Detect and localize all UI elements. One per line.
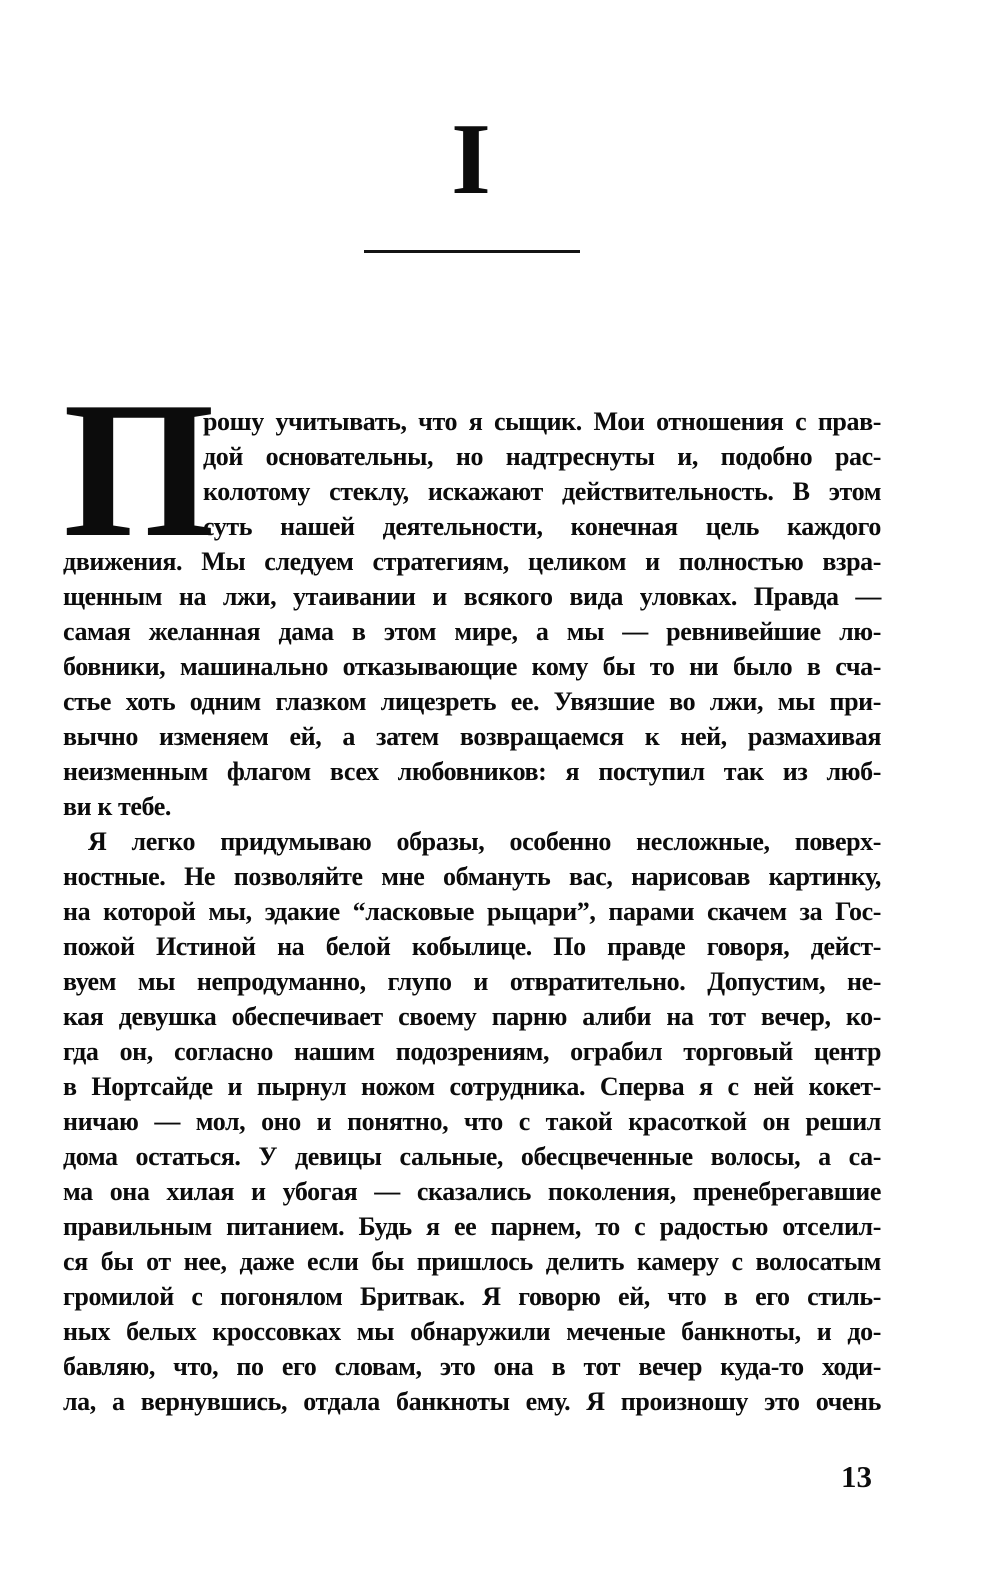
paragraph-1 xyxy=(63,362,881,824)
text-line: Я легко придумываю образы, особенно несложные, поверх- xyxy=(88,827,881,856)
chapter-heading xyxy=(63,103,881,253)
text-line: вычно изменяем ей, а затем возвращаемся к ней, размахивая xyxy=(63,722,881,751)
text-line: колотому стеклу, искажают действительность. В этом xyxy=(203,477,881,506)
chapter-number: I xyxy=(451,103,493,216)
drop-cap: П xyxy=(63,362,215,578)
chapter-divider-rule xyxy=(364,250,580,253)
paragraph-2 xyxy=(63,824,881,1419)
text-line: суть нашей деятельности, конечная цель каждого xyxy=(203,512,881,541)
body-text xyxy=(63,362,881,1419)
text-line: кая девушка обеспечивает своему парню алиби на тот вечер, ко- xyxy=(63,1002,881,1031)
text-line: движения. Мы следуем стратегиям, целиком и полностью взра- xyxy=(63,547,881,576)
text-line: бовники, машинально отказывающие кому бы то ни было в сча- xyxy=(63,652,881,681)
text-line: ви к тебе. xyxy=(63,792,172,821)
text-line: ла, а вернувшись, отдала банкноты ему. Я произношу это очень xyxy=(63,1387,881,1416)
page-number: 13 xyxy=(841,1459,872,1494)
text-line: неизменным флагом всех любовников: я поступил так из люб- xyxy=(63,757,881,786)
text-line: вуем мы непродуманно, глупо и отвратительно. Допустим, не- xyxy=(63,967,881,996)
text-line: громилой с погонялом Бритвак. Я говорю ей, что в его стиль- xyxy=(63,1282,881,1311)
text-line: бавляю, что, по его словам, это она в тот вечер куда-то ходи- xyxy=(63,1352,881,1381)
text-line: ных белых кроссовках мы обнаружили меченые банкноты, и до- xyxy=(63,1317,881,1346)
text-line: дой основательны, но надтреснуты и, подобно рас- xyxy=(203,442,881,471)
text-line: на которой мы, эдакие “ласковые рыцари”, парами скачем за Гос- xyxy=(63,897,881,926)
text-line: самая желанная дама в этом мире, а мы — ревнивейшие лю- xyxy=(63,617,881,646)
text-line: гда он, согласно нашим подозрениям, ограбил торговый центр xyxy=(63,1037,881,1066)
text-line: дома остаться. У девицы сальные, обесцвеченные волосы, а са- xyxy=(63,1142,881,1171)
text-line: стье хоть одним глазком лицезреть ее. Увязшие во лжи, мы при- xyxy=(63,687,881,716)
text-line: правильным питанием. Будь я ее парнем, то с радостью отселил- xyxy=(63,1212,881,1241)
text-line: ся бы от нее, даже если бы пришлось делить камеру с волосатым xyxy=(63,1247,881,1276)
text-line: ничаю — мол, оно и понятно, что с такой красоткой он решил xyxy=(63,1107,881,1136)
text-line: пожой Истиной на белой кобылице. По правде говоря, дейст- xyxy=(63,932,881,961)
text-line: в Нортсайде и пырнул ножом сотрудника. Сперва я с ней кокет- xyxy=(63,1072,881,1101)
text-line: рошу учитывать, что я сыщик. Мои отношения с прав- xyxy=(203,407,881,436)
text-line: щенным на лжи, утаивании и всякого вида уловках. Правда — xyxy=(63,582,881,611)
text-line: ностные. Не позволяйте мне обмануть вас, нарисовав картинку, xyxy=(63,862,881,891)
text-line: ма она хилая и убогая — сказались поколения, пренебрегавшие xyxy=(63,1177,881,1206)
